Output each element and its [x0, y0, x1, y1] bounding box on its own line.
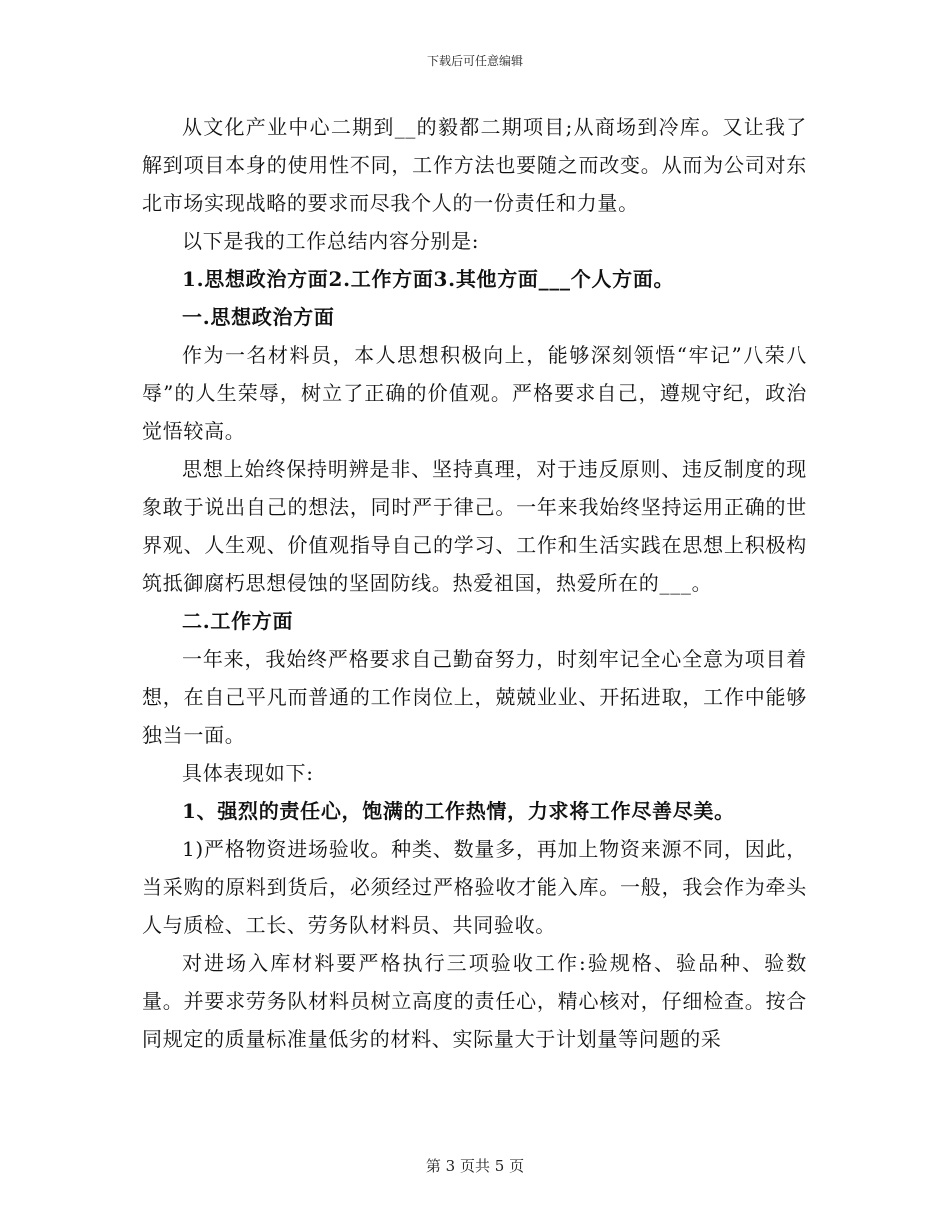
page-header: 下载后可任意编辑	[426, 54, 523, 68]
paragraph-work-1: 一年来，我始终严格要求自己勤奋努力，时刻牢记全心全意为项目着想，在自己平凡而普通的工作岗位上，兢兢业业、开拓进取，工作中能够独当一面。	[142, 647, 807, 747]
summary-outline: 1.思想政治方面2.工作方面3.其他方面___个人方面。	[182, 267, 675, 291]
section-heading-politics: 一.思想政治方面	[182, 305, 335, 329]
paragraph-work-details-lead: 具体表现如下:	[182, 761, 314, 785]
paragraph-inspection-1: 1)严格物资进场验收。种类、数量多，再加上物资来源不同，因此，当采购的原料到货后，必须经过严格验收才能入库。一般，我会作为牵头人与质检、工长、劳务队材料员、共同验收。	[142, 837, 807, 937]
page-footer: 第 3 页共 5 页	[425, 1157, 525, 1175]
paragraph-politics-2: 思想上始终保持明辨是非、坚持真理，对于违反原则、违反制度的现象敢于说出自己的想法，同时严于律己。一年来我始终坚持运用正确的世界观、人生观、价值观指导自己的学习、工作和生活实践在思想上积极构筑抵御腐朽思想侵蚀的坚固防线。热爱祖国，热爱所在的___。	[142, 457, 807, 595]
paragraph-summary-lead: 以下是我的工作总结内容分别是:	[182, 229, 480, 253]
subheading-responsibility: 1、强烈的责任心，饱满的工作热情，力求将工作尽善尽美。	[182, 799, 735, 823]
paragraph-politics-1: 作为一名材料员，本人思想积极向上，能够深刻领悟“牢记”八荣八辱”的人生荣辱，树立了正确的价值观。严格要求自己，遵规守纪，政治觉悟较高。	[142, 343, 807, 443]
paragraph-intro: 从文化产业中心二期到__的毅都二期项目;从商场到冷库。又让我了解到项目本身的使用性不同，工作方法也要随之而改变。从而为公司对东北市场实现战略的要求而尽我个人的一份责任和力量。	[142, 115, 807, 215]
document-body	[142, 108, 807, 1058]
paragraph-inspection-2: 对进场入库材料要严格执行三项验收工作:验规格、验品种、验数量。并要求劳务队材料员树立高度的责任心，精心核对，仔细检查。按合同规定的质量标准量低劣的材料、实际量大于计划量等问题的采	[142, 951, 807, 1051]
section-heading-work: 二.工作方面	[182, 609, 294, 633]
